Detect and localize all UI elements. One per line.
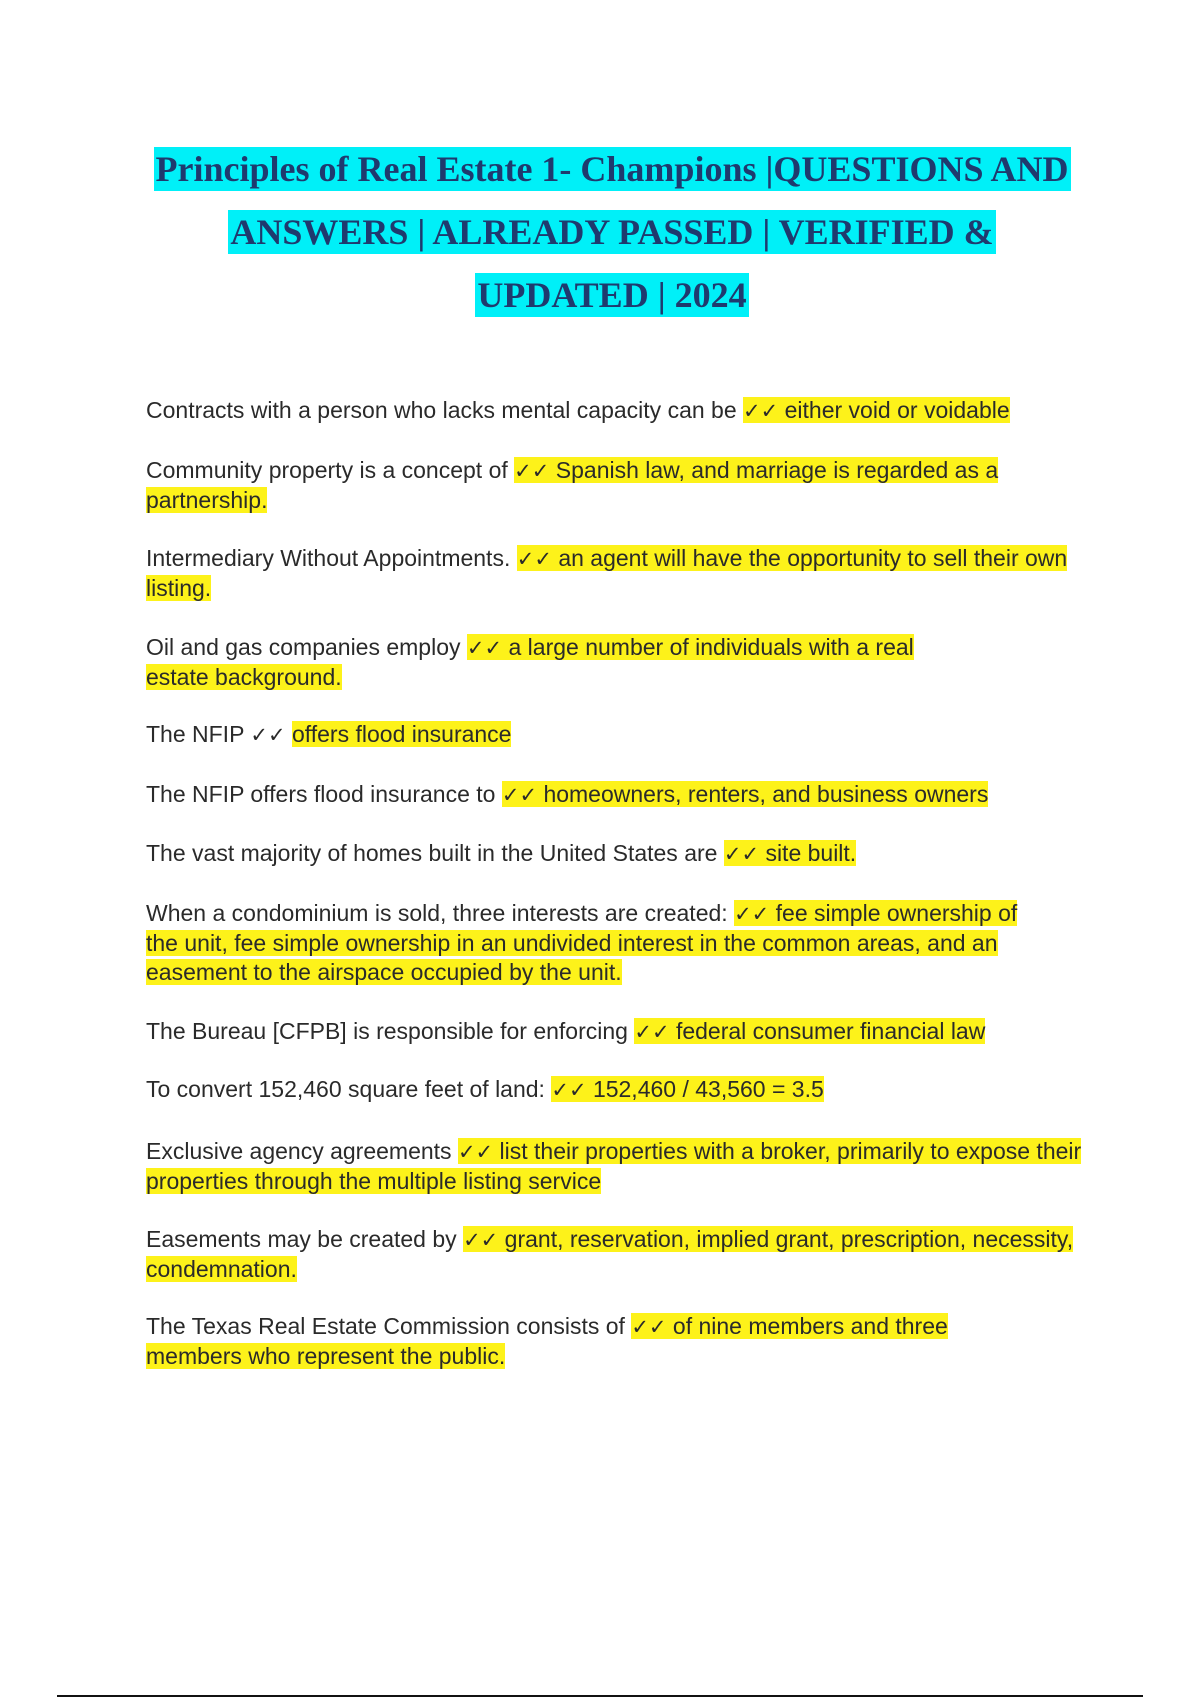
- qa-item: [146, 544, 1091, 603]
- double-check-icon: ✓✓: [516, 547, 552, 571]
- qa-item: [146, 456, 1036, 515]
- double-check-icon: ✓✓: [457, 1140, 494, 1164]
- double-check-icon: ✓✓: [723, 842, 760, 866]
- document-title-text: Principles of Real Estate 1- Champions |QUESTIONS AND ANSWERS | ALREADY PASSED | VERIFIED & UPDATED | 2024: [155, 149, 1069, 315]
- document-title: [140, 138, 1084, 327]
- qa-item: [146, 720, 1096, 750]
- answer-highlight: [743, 397, 1010, 423]
- answer-highlight: [724, 840, 856, 866]
- footer-divider: [57, 1695, 1143, 1697]
- answer-text: site built.: [765, 840, 857, 866]
- double-check-icon: ✓✓: [514, 459, 550, 483]
- answer-highlight: [634, 1018, 985, 1044]
- question-text: The NFIP offers flood insurance to: [146, 781, 496, 807]
- qa-item: [146, 1017, 1096, 1047]
- question-text: Community property is a concept of: [146, 457, 508, 483]
- question-text: The Bureau [CFPB] is responsible for enforcing: [146, 1018, 628, 1044]
- answer-text: of nine members and three members who represent the public.: [146, 1313, 948, 1369]
- question-text: The vast majority of homes built in the United States are: [146, 840, 718, 866]
- answer-text: Spanish law, and marriage is regarded as a partnership.: [146, 457, 999, 513]
- qa-item: [146, 839, 1096, 869]
- answer-text: a large number of individuals with a real estate background.: [146, 634, 914, 690]
- answer-text: either void or voidable: [784, 397, 1010, 423]
- qa-item: [146, 1137, 1104, 1196]
- answer-text: fee simple ownership of the unit, fee simple ownership in an undivided interest in the common areas, and an easement to the airspace occupied by the unit.: [146, 900, 1018, 985]
- double-check-icon: ✓✓: [551, 1078, 587, 1102]
- double-check-icon: ✓✓: [466, 636, 503, 660]
- question-text: Oil and gas companies employ: [146, 634, 461, 660]
- double-check-icon: ✓✓: [743, 399, 779, 423]
- qa-item: [146, 780, 1096, 810]
- question-text: Contracts with a person who lacks mental capacity can be: [146, 397, 737, 423]
- question-text: To convert 152,460 square feet of land:: [146, 1076, 545, 1102]
- qa-item: [146, 1312, 1006, 1371]
- qa-item: [146, 1225, 1096, 1284]
- answer-text: federal consumer financial law: [675, 1018, 986, 1044]
- qa-item: [146, 899, 1046, 987]
- double-check-icon: ✓✓: [250, 723, 286, 747]
- double-check-icon: ✓✓: [463, 1228, 499, 1252]
- double-check-icon: ✓✓: [634, 1020, 670, 1044]
- double-check-icon: ✓✓: [734, 902, 770, 926]
- answer-text: homeowners, renters, and business owners: [543, 781, 989, 807]
- double-check-icon: ✓✓: [631, 1315, 667, 1339]
- answer-text: grant, reservation, implied grant, prescription, necessity, condemnation.: [146, 1226, 1074, 1282]
- question-text: Exclusive agency agreements: [146, 1138, 452, 1164]
- answer-highlight: [292, 721, 512, 747]
- answer-text: an agent will have the opportunity to sell their own listing.: [146, 545, 1068, 601]
- answer-highlight: [551, 1076, 823, 1102]
- answer-text: 152,460 / 43,560 = 3.5: [592, 1076, 824, 1102]
- answer-text: list their properties with a broker, primarily to expose their properties through the multiple listing service: [146, 1138, 1082, 1194]
- answer-text: offers flood insurance: [291, 721, 512, 747]
- double-check-icon: ✓✓: [501, 783, 538, 807]
- question-text: The Texas Real Estate Commission consists of: [146, 1313, 625, 1339]
- qa-item: [146, 633, 976, 692]
- qa-item: [146, 396, 1096, 426]
- question-text: The NFIP: [146, 721, 244, 747]
- qa-item: [146, 1075, 1096, 1105]
- question-text: Intermediary Without Appointments.: [146, 545, 511, 571]
- question-text: Easements may be created by: [146, 1226, 457, 1252]
- answer-highlight: [502, 781, 989, 807]
- question-text: When a condominium is sold, three interests are created:: [146, 900, 728, 926]
